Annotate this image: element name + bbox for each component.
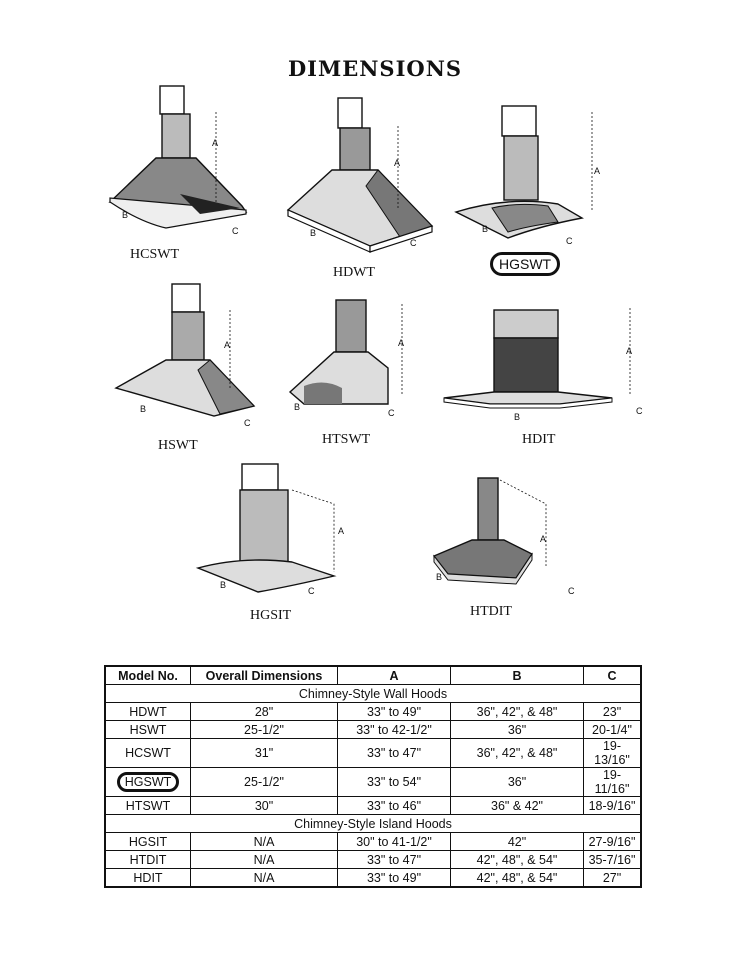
cell-c: 23" <box>584 703 642 721</box>
cell-model: HTDIT <box>105 851 191 869</box>
hood-figure-hdwt <box>282 94 442 254</box>
model-label-hgsit: HGSIT <box>250 608 292 623</box>
hood-figure-htswt <box>284 292 424 432</box>
hood-figure-htdit <box>420 470 610 610</box>
cell-model: HTSWT <box>105 797 191 815</box>
dim-label-c: C <box>568 586 575 596</box>
model-label-hcswt: HCSWT <box>130 247 179 262</box>
cell-overall: N/A <box>191 833 338 851</box>
cell-a: 33" to 46" <box>338 797 451 815</box>
model-label-htdit: HTDIT <box>470 604 512 619</box>
cell-b: 42" <box>451 833 584 851</box>
dim-label-a: A <box>594 166 601 176</box>
cell-model-circled <box>105 768 191 797</box>
cell-b: 42", 48", & 54" <box>451 851 584 869</box>
cell-overall: 30" <box>191 797 338 815</box>
cell-overall: 25-1/2" <box>191 768 338 797</box>
cell-a: 33" to 47" <box>338 739 451 768</box>
cell-model: HDWT <box>105 703 191 721</box>
dim-label-b: B <box>294 402 301 412</box>
header-c: C <box>584 666 642 685</box>
hood-figure-hgsit <box>192 460 362 610</box>
table-row <box>105 703 641 721</box>
cell-model: HDIT <box>105 869 191 888</box>
hood-figure-hdit <box>440 298 650 428</box>
cell-c: 27-9/16" <box>584 833 642 851</box>
model-label-hgswt-circled: HGSWT <box>490 252 560 276</box>
cell-b: 42", 48", & 54" <box>451 869 584 888</box>
dim-label-b: B <box>220 580 227 590</box>
cell-a: 30" to 41-1/2" <box>338 833 451 851</box>
model-label-hswt: HSWT <box>158 438 198 453</box>
model-label-htswt: HTSWT <box>322 432 371 447</box>
dim-label-c: C <box>410 238 417 248</box>
dim-label-a: A <box>398 338 405 348</box>
cell-b: 36", 42", & 48" <box>451 739 584 768</box>
hood-figure-hswt <box>110 280 270 440</box>
section-title: Chimney-Style Island Hoods <box>105 815 641 833</box>
dim-label-a: A <box>540 534 547 544</box>
dim-label-b: B <box>482 224 489 234</box>
cell-a: 33" to 49" <box>338 869 451 888</box>
cell-a: 33" to 42-1/2" <box>338 721 451 739</box>
dim-label-a: A <box>224 340 231 350</box>
cell-overall: 31" <box>191 739 338 768</box>
dim-label-b: B <box>514 412 521 422</box>
circled-model-hgswt: HGSWT <box>117 772 180 792</box>
dim-label-a: A <box>338 526 345 536</box>
cell-a: 33" to 54" <box>338 768 451 797</box>
cell-c: 19-13/16" <box>584 739 642 768</box>
table-row <box>105 797 641 815</box>
table-row <box>105 721 641 739</box>
table-row <box>105 833 641 851</box>
model-label-hgswt <box>490 256 560 274</box>
header-b: B <box>451 666 584 685</box>
dim-label-c: C <box>388 408 395 418</box>
dimensions-table <box>104 665 642 888</box>
cell-b: 36" <box>451 721 584 739</box>
cell-overall: 25-1/2" <box>191 721 338 739</box>
cell-model: HCSWT <box>105 739 191 768</box>
header-model-no: Model No. <box>105 666 191 685</box>
model-label-hdwt: HDWT <box>333 265 375 280</box>
cell-model: HSWT <box>105 721 191 739</box>
cell-a: 33" to 49" <box>338 703 451 721</box>
model-label-hdit: HDIT <box>522 432 556 447</box>
cell-c: 19-11/16" <box>584 768 642 797</box>
section-header-island <box>105 815 641 833</box>
page-title: DIMENSIONS <box>287 56 463 81</box>
header-overall-dimensions: Overall Dimensions <box>191 666 338 685</box>
cell-c: 20-1/4" <box>584 721 642 739</box>
dim-label-a: A <box>394 158 401 168</box>
cell-overall: 28" <box>191 703 338 721</box>
section-header-wall <box>105 685 641 703</box>
cell-c: 35-7/16" <box>584 851 642 869</box>
section-title: Chimney-Style Wall Hoods <box>105 685 641 703</box>
cell-b: 36", 42", & 48" <box>451 703 584 721</box>
table-row <box>105 869 641 888</box>
hood-figure-hgswt <box>448 98 608 248</box>
dim-label-b: B <box>122 210 129 220</box>
dim-label-c: C <box>232 226 239 236</box>
dim-label-a: A <box>212 138 219 148</box>
cell-overall: N/A <box>191 851 338 869</box>
dim-label-b: B <box>436 572 443 582</box>
cell-b: 36" & 42" <box>451 797 584 815</box>
header-a: A <box>338 666 451 685</box>
dim-label-c: C <box>308 586 315 596</box>
table-row <box>105 739 641 768</box>
dim-label-b: B <box>310 228 317 238</box>
cell-b: 36" <box>451 768 584 797</box>
cell-c: 27" <box>584 869 642 888</box>
dim-label-c: C <box>636 406 643 416</box>
cell-overall: N/A <box>191 869 338 888</box>
table-row <box>105 768 641 797</box>
cell-c: 18-9/16" <box>584 797 642 815</box>
dim-label-b: B <box>140 404 147 414</box>
table-row <box>105 851 641 869</box>
dim-label-c: C <box>244 418 251 428</box>
dim-label-a: A <box>626 346 633 356</box>
hood-figure-hcswt <box>100 82 260 242</box>
table-header-row <box>105 666 641 685</box>
cell-a: 33" to 47" <box>338 851 451 869</box>
dim-label-c: C <box>566 236 573 246</box>
cell-model: HGSIT <box>105 833 191 851</box>
